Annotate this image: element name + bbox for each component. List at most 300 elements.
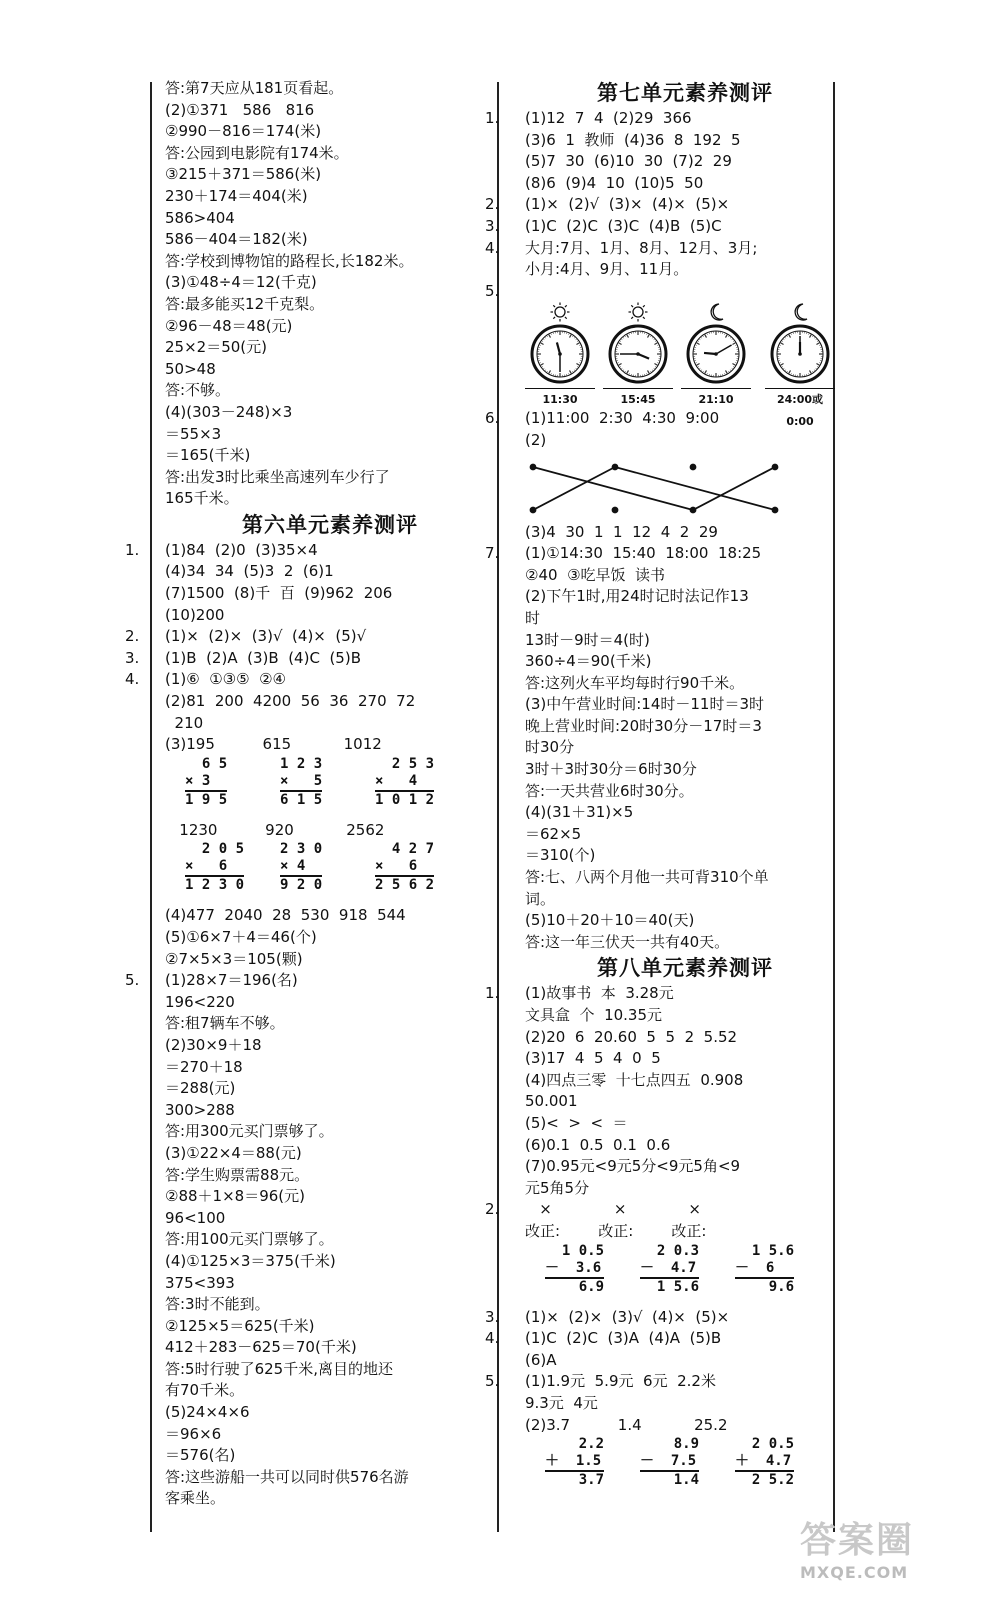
answer-line — [525, 151, 845, 173]
answer-text: (5)①6×7＋4＝46(个) — [165, 928, 317, 946]
clock-item — [681, 302, 751, 411]
answer-line — [525, 1005, 845, 1027]
answer-line — [485, 281, 845, 303]
question-number: 3. — [125, 648, 140, 667]
vertical-calculation — [280, 841, 322, 894]
answer-text: ③215＋371＝586(米) — [165, 165, 322, 184]
clock-time-label: 15:45 — [603, 388, 673, 411]
calc-result: 2 5 6 2 — [375, 877, 435, 894]
answer-line — [165, 949, 495, 971]
calc-result: 9 2 0 — [280, 877, 323, 894]
answer-text: 答:这些游船一共可以同时供576名游 — [165, 1467, 409, 1486]
unit6-answers-part2 — [125, 905, 495, 1510]
answer-line — [125, 648, 495, 670]
calc-result: 1 5.6 — [640, 1278, 700, 1295]
question-number: 5. — [485, 1372, 500, 1391]
answer-text: ②40 ③吃早饭 读书 — [525, 565, 666, 584]
clock-item — [603, 302, 673, 411]
answer-text: 文具盒 个 10.35元 — [525, 1006, 663, 1024]
answer-text: (1)B (2)A (3)B (4)C (5)B — [165, 648, 361, 667]
vertical-calculation — [545, 1436, 604, 1489]
unit8-vertical-calc-row1 — [525, 1243, 845, 1307]
answer-text: 答:第7天应从181页看起。 — [165, 79, 344, 97]
calc-operator-line: × 4 — [280, 858, 306, 875]
answer-line — [165, 691, 495, 713]
answer-line — [525, 586, 845, 608]
answer-line — [165, 1424, 495, 1446]
unit5-answers-continued — [165, 78, 495, 510]
unit7-matching-lines — [525, 452, 845, 522]
answer-text: 答:七、八两个月他一共可背310个单 — [525, 868, 769, 887]
answer-line — [165, 424, 495, 446]
answer-line — [165, 251, 495, 273]
answer-text: (1)84 (2)0 (3)35×4 — [165, 540, 318, 559]
answer-text: (1)①14:30 15:40 18:00 18:25 — [525, 544, 762, 563]
unit7-answers-part2 — [485, 408, 845, 451]
calc-result: 2 5.2 — [735, 1472, 795, 1489]
answer-line — [165, 359, 495, 381]
question-number: 1. — [485, 984, 500, 1003]
watermark-url: MXQE.COM — [800, 1563, 909, 1582]
answer-text: 答:租7辆车不够。 — [165, 1014, 285, 1033]
answer-text: (2) — [525, 430, 547, 449]
answer-text: 答:最多能买12千克梨。 — [165, 294, 325, 313]
answer-text: (5)< > < ＝ — [525, 1113, 628, 1132]
answer-text: (4)(303－248)×3 — [165, 402, 293, 421]
calc-operator-line: × 3 — [185, 772, 211, 789]
calc-operand: 2 0.3 — [640, 1242, 700, 1259]
answer-line — [165, 905, 495, 927]
answer-line — [165, 1208, 495, 1230]
moon-clock-icon — [765, 302, 835, 386]
answer-text: 晚上营业时间:20时30分－17时＝3 — [525, 716, 762, 735]
answer-text: (1)1.9元 5.9元 6元 2.2米 — [525, 1372, 716, 1391]
answer-line — [165, 402, 495, 424]
calc-result: 9.6 — [735, 1278, 795, 1295]
answer-text: (2)3.7 1.4 25.2 — [525, 1415, 728, 1434]
answer-text: (3)6 1 教师 (4)36 8 192 5 — [525, 130, 741, 149]
answer-text: (3)195 615 1012 — [165, 735, 382, 754]
answer-line — [165, 561, 495, 583]
answer-line — [525, 1156, 845, 1178]
answer-line — [165, 1294, 495, 1316]
answer-text: 元5角5分 — [525, 1178, 590, 1197]
answer-text: 答:这一年三伏天一共有40天。 — [525, 932, 730, 951]
answer-line — [165, 1143, 495, 1165]
answer-text: (1)11:00 2:30 4:30 9:00 — [525, 409, 720, 428]
answer-text: 答:一天共营业6时30分。 — [525, 781, 694, 800]
calc-operator-line: × 6 — [375, 858, 418, 875]
answer-text: 改正: 改正: 改正: — [525, 1221, 707, 1240]
answer-text: (6)A — [525, 1350, 557, 1369]
answer-text: (1)× (2)√ (3)× (4)× (5)× — [525, 195, 730, 214]
answer-line — [525, 1135, 845, 1157]
answer-line — [125, 626, 495, 648]
answer-text: (4)477 2040 28 530 918 544 — [165, 906, 406, 925]
answer-text: 答:用300元买门票够了。 — [165, 1122, 334, 1141]
answer-line — [525, 845, 845, 867]
answer-text: (3)①48÷4＝12(千克) — [165, 273, 317, 292]
answer-text: (1)× (2)× (3)√ (4)× (5)× — [525, 1307, 730, 1326]
left-column — [125, 78, 495, 1510]
answer-text: 答:出发3时比乘坐高速列车少行了 — [165, 467, 390, 486]
answer-text: 答:3时不能到。 — [165, 1295, 270, 1314]
answer-line — [525, 759, 845, 781]
answer-line — [525, 867, 845, 889]
answer-line — [165, 734, 495, 756]
calc-operator-line: － 6 — [735, 1259, 775, 1276]
question-number: 3. — [485, 216, 500, 235]
answer-line — [165, 467, 495, 489]
calc-operand: 6 5 — [185, 755, 228, 772]
answer-line — [525, 673, 845, 695]
calc-operator-line: × 6 — [185, 858, 228, 875]
answer-text: ②125×5＝625(千米) — [165, 1316, 315, 1335]
answer-line — [525, 130, 845, 152]
answer-text: (3)①22×4＝88(元) — [165, 1143, 302, 1162]
answer-text: (10)200 — [165, 605, 225, 624]
unit6-calc-results-row2: 1230 920 2562 — [165, 820, 385, 839]
unit6-answers-part1 — [125, 540, 495, 756]
answer-line — [165, 1186, 495, 1208]
vertical-calculation — [375, 841, 434, 894]
answer-text: 412＋283－625＝70(千米) — [165, 1338, 357, 1357]
answer-text: (3)4 30 1 1 12 4 2 29 — [525, 522, 718, 541]
answer-text: (4)(31＋31)×5 — [525, 803, 634, 822]
calc-operator-line: × 5 — [280, 772, 323, 789]
answer-line — [165, 1445, 495, 1467]
answer-text: 大月:7月、1月、8月、12月、3月; — [525, 238, 758, 257]
question-number: 1. — [125, 540, 140, 559]
question-number: 4. — [485, 238, 500, 257]
answer-line — [165, 713, 495, 735]
answer-text: ＝270＋18 — [165, 1057, 243, 1076]
answer-text: (1)12 7 4 (2)29 366 — [525, 109, 692, 127]
answer-text: 360÷4＝90(千米) — [525, 652, 652, 671]
answer-line — [165, 121, 495, 143]
answer-line — [525, 173, 845, 195]
answer-text: 小月:4月、9月、11月。 — [525, 260, 689, 279]
answer-line — [485, 108, 845, 130]
answer-text: 96<100 — [165, 1208, 226, 1227]
answer-line — [165, 1035, 495, 1057]
question-number: 5. — [125, 971, 140, 990]
column-rule-left — [150, 82, 152, 1532]
clock-item — [525, 302, 595, 411]
match-line-4 — [693, 467, 775, 510]
answer-line — [165, 143, 495, 165]
answer-text: 9.3元 4元 — [525, 1393, 598, 1412]
calc-operand: 2 0.5 — [735, 1436, 795, 1453]
answer-line — [125, 540, 495, 562]
answer-line — [165, 992, 495, 1014]
answer-line — [165, 488, 495, 510]
answer-text: ＝288(元) — [165, 1079, 236, 1098]
answer-text: 答:学校到博物馆的路程长,长182米。 — [165, 251, 414, 270]
answer-text: ＝310(个) — [525, 846, 596, 865]
clock-time-label: 11:30 — [525, 388, 595, 411]
calc-result: 1 0 1 2 — [375, 791, 435, 808]
answer-text: (7)1500 (8)千 百 (9)962 206 — [165, 584, 393, 603]
answer-text: 3时＋3时30分＝6时30分 — [525, 760, 697, 779]
answer-text: 50>48 — [165, 359, 216, 378]
answer-text: ＝55×3 — [165, 424, 222, 443]
answer-line — [165, 927, 495, 949]
answer-text: (1)C (2)C (3)C (4)B (5)C — [525, 216, 722, 235]
question-number: 5. — [485, 281, 500, 300]
answer-line — [165, 1488, 495, 1510]
calc-result: 1 9 5 — [185, 791, 228, 808]
question-number: 7. — [485, 544, 500, 563]
calc-result: 3.7 — [545, 1472, 605, 1489]
calc-operator-line: － 4.7 — [640, 1259, 697, 1276]
answer-text: 时30分 — [525, 738, 575, 757]
watermark-text: 答案圈 — [800, 1520, 915, 1561]
question-number: 3. — [485, 1307, 500, 1326]
answer-text: (1)故事书 本 3.28元 — [525, 984, 674, 1003]
vertical-calculation — [640, 1243, 699, 1296]
calc-operand: 2 0 5 — [185, 841, 245, 858]
answer-line — [485, 1328, 845, 1350]
answer-text: ＝62×5 — [525, 824, 582, 843]
answer-line — [165, 1121, 495, 1143]
calc-result: 1 2 3 0 — [185, 877, 245, 894]
answer-line — [165, 78, 495, 100]
answer-text: (6)0.1 0.5 0.1 0.6 — [525, 1135, 671, 1154]
vertical-calculation — [280, 756, 322, 809]
answer-text: 时 — [525, 608, 541, 627]
question-number: 4. — [485, 1329, 500, 1348]
answer-line — [485, 543, 845, 565]
match-line-1 — [533, 467, 693, 510]
calc-operator-line: － 7.5 — [640, 1453, 697, 1470]
answer-text: × × × — [525, 1200, 701, 1219]
calc-result: 1.4 — [640, 1472, 700, 1489]
answer-text: 答:这列火车平均每时行90千米。 — [525, 673, 745, 692]
answer-text: 答:学生购票需88元。 — [165, 1165, 310, 1184]
answer-line — [525, 824, 845, 846]
answer-line — [525, 1070, 845, 1092]
answer-line — [165, 208, 495, 230]
vertical-calculation — [185, 756, 227, 809]
calc-result: 6 1 5 — [280, 791, 323, 808]
unit7-title: 第七单元素养测评 — [597, 81, 773, 105]
answer-line — [165, 1316, 495, 1338]
right-column — [485, 78, 845, 1500]
answer-line — [165, 1273, 495, 1295]
unit6-vertical-calc-row1 — [165, 756, 495, 820]
answer-line — [525, 1113, 845, 1135]
answer-text: 答:公园到电影院有174米。 — [165, 143, 349, 162]
answer-line — [165, 294, 495, 316]
answer-line — [165, 1359, 495, 1381]
answer-line — [525, 802, 845, 824]
answer-line — [485, 1307, 845, 1329]
answer-line — [525, 565, 845, 587]
answer-text: 230＋174＝404(米) — [165, 186, 308, 205]
answer-text: ②7×5×3＝105(颗) — [165, 949, 303, 968]
vertical-calculation — [735, 1436, 794, 1489]
answer-line — [525, 1027, 845, 1049]
answer-line — [165, 272, 495, 294]
answer-text: (1)C (2)C (3)A (4)A (5)B — [525, 1329, 722, 1348]
answer-line — [525, 1221, 845, 1243]
answer-text: (3)中午营业时间:14时－11时＝3时 — [525, 695, 765, 714]
answer-text: (4)四点三零 十七点四五 0.908 — [525, 1070, 744, 1089]
question-number: 2. — [125, 627, 140, 646]
question-number: 1. — [485, 109, 500, 127]
answer-line — [165, 1078, 495, 1100]
match-line-3 — [615, 467, 775, 510]
answer-line — [525, 430, 845, 452]
answer-text: (5)24×4×6 — [165, 1403, 250, 1422]
unit8-answers-part1 — [485, 983, 845, 1242]
answer-text: (2)30×9＋18 — [165, 1035, 262, 1054]
calc-operand: 1 0.5 — [545, 1242, 605, 1259]
answer-text: 196<220 — [165, 992, 235, 1011]
calc-operator-line: － 3.6 — [545, 1259, 602, 1276]
answer-text: (7)0.95元<9元5分<9元5角<9 — [525, 1157, 741, 1176]
answer-text: (4)34 34 (5)3 2 (6)1 — [165, 562, 334, 581]
answer-line — [485, 1371, 845, 1393]
answer-text: (2)①371 586 816 — [165, 100, 315, 119]
answer-text: 375<393 — [165, 1273, 235, 1292]
answer-text: 300>288 — [165, 1100, 235, 1119]
answer-text: (2)20 6 20.60 5 5 2 5.52 — [525, 1027, 738, 1046]
vertical-calculation — [375, 756, 434, 809]
answer-line — [165, 1251, 495, 1273]
answer-line — [165, 229, 495, 251]
answer-text: (5)10＋20＋10＝40(天) — [525, 911, 695, 930]
answer-line — [525, 932, 845, 954]
sun-clock-icon — [525, 302, 595, 386]
answer-line — [165, 1402, 495, 1424]
answer-line — [165, 445, 495, 467]
watermark-logo — [800, 1512, 980, 1582]
answer-text: (2)下午1时,用24时记时法记作13 — [525, 587, 749, 606]
answer-text: 25×2＝50(元) — [165, 338, 267, 357]
answer-line — [525, 694, 845, 716]
answer-line — [165, 605, 495, 627]
answer-line — [525, 737, 845, 759]
answer-text: 词。 — [525, 889, 556, 908]
unit6-vertical-calc-row2 — [165, 841, 495, 905]
answer-text: 586>404 — [165, 208, 235, 227]
answer-text: 13时－9时＝4(时) — [525, 630, 650, 649]
answer-text: (3)17 4 5 4 0 5 — [525, 1049, 661, 1068]
clock-time-label: 21:10 — [681, 388, 751, 411]
unit7-answers-part1 — [485, 108, 845, 302]
answer-line — [525, 781, 845, 803]
answer-line — [165, 1229, 495, 1251]
answer-line — [165, 583, 495, 605]
answer-text: 答:5时行驶了625千米,离目的地还 — [165, 1359, 393, 1378]
vertical-calculation — [735, 1243, 794, 1296]
answer-text: 165千米。 — [165, 489, 239, 508]
calc-operand: 2 3 0 — [280, 841, 323, 858]
answer-line — [165, 1013, 495, 1035]
vertical-calculation — [545, 1243, 604, 1296]
answer-text: ＝96×6 — [165, 1424, 222, 1443]
calc-operator-line: ＋ 4.7 — [735, 1453, 792, 1470]
answer-text: (1)⑥ ①③⑤ ②④ — [165, 670, 287, 689]
answer-line — [525, 651, 845, 673]
calc-operand: 2 5 3 — [375, 755, 435, 772]
answer-line — [165, 380, 495, 402]
answer-line — [525, 1393, 845, 1415]
matching-lines-diagram — [525, 452, 785, 522]
answer-line — [165, 1100, 495, 1122]
answer-line — [485, 216, 845, 238]
answer-text: 答:不够。 — [165, 381, 231, 400]
answer-text: 有70千米。 — [165, 1381, 245, 1400]
answer-line — [525, 1178, 845, 1200]
answer-line — [525, 716, 845, 738]
answer-text: (8)6 (9)4 10 (10)5 50 — [525, 173, 704, 192]
answer-line — [525, 889, 845, 911]
match-line-2 — [533, 467, 615, 510]
calc-result: 6.9 — [545, 1278, 605, 1295]
sun-clock-icon — [603, 302, 673, 386]
answer-text: 客乘坐。 — [165, 1489, 226, 1508]
answer-text: ②990－816＝174(米) — [165, 122, 322, 141]
answer-line — [165, 164, 495, 186]
answer-line — [525, 522, 845, 544]
calc-operand: 8.9 — [640, 1436, 700, 1453]
answer-text: ＝576(名) — [165, 1446, 236, 1465]
calc-operand: 2.2 — [545, 1436, 605, 1453]
answer-line — [525, 1048, 845, 1070]
answer-line — [165, 100, 495, 122]
answer-line — [125, 970, 495, 992]
answer-line — [165, 1337, 495, 1359]
unit8-answers-part2 — [485, 1307, 845, 1437]
clock-time-label: 24:00或0:00 — [765, 388, 835, 432]
answer-line — [525, 630, 845, 652]
answer-line — [165, 337, 495, 359]
question-number: 2. — [485, 1200, 500, 1219]
answer-line — [125, 669, 495, 691]
answer-line — [485, 238, 845, 260]
answer-line — [525, 1350, 845, 1372]
unit6-title: 第六单元素养测评 — [242, 512, 418, 537]
answer-line — [525, 910, 845, 932]
answer-line — [165, 1467, 495, 1489]
vertical-calculation — [185, 841, 244, 894]
vertical-calculation — [640, 1436, 699, 1489]
answer-text: (1)× (2)× (3)√ (4)× (5)√ — [165, 627, 367, 646]
answer-line — [525, 1415, 845, 1437]
answer-line — [165, 316, 495, 338]
answer-text: ②96－48＝48(元) — [165, 316, 293, 335]
answer-line — [525, 1091, 845, 1113]
answer-line — [525, 259, 845, 281]
answer-line — [165, 1165, 495, 1187]
answer-text: 586－404＝182(米) — [165, 230, 308, 249]
answer-line — [165, 1380, 495, 1402]
answer-text: (4)①125×3＝375(千米) — [165, 1251, 336, 1270]
answer-text: (2)81 200 4200 56 36 270 72 — [165, 692, 416, 711]
unit7-answers-part3 — [485, 522, 845, 954]
answer-line — [165, 186, 495, 208]
calc-operator-line: ＋ 1.5 — [545, 1453, 602, 1470]
answer-line — [525, 608, 845, 630]
answer-line — [485, 983, 845, 1005]
answer-line — [485, 194, 845, 216]
answer-line — [165, 1057, 495, 1079]
unit8-title: 第八单元素养测评 — [597, 956, 773, 981]
question-number: 6. — [485, 409, 500, 428]
